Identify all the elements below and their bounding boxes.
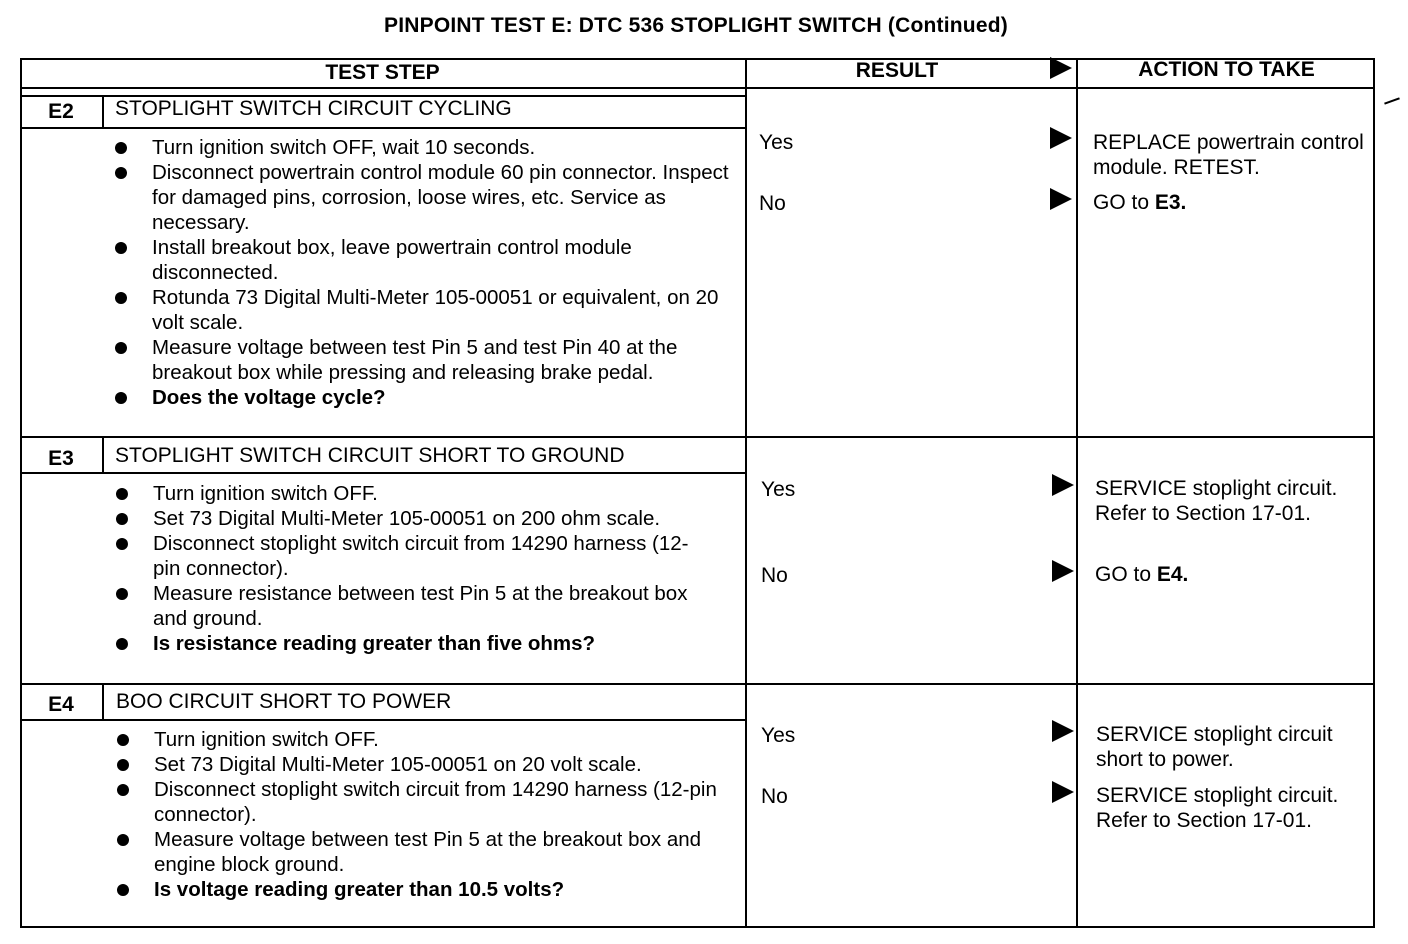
arrow-icon xyxy=(1050,127,1072,149)
result-yes: Yes xyxy=(761,478,796,501)
action-text: SERVICE stoplight circuit. Refer to Section 17-01. xyxy=(1096,784,1339,832)
title-divider xyxy=(20,127,747,129)
step-instructions xyxy=(152,135,732,410)
instruction: Disconnect powertrain control module 60 pin connector. Inspect for damaged pins, corrosion, loose wires, etc. Service as necessary. xyxy=(152,160,732,235)
column-divider xyxy=(745,58,747,928)
step-title: STOPLIGHT SWITCH CIRCUIT SHORT TO GROUND xyxy=(115,444,625,467)
row-divider xyxy=(20,436,1375,438)
instruction: Measure voltage between test Pin 5 and test Pin 40 at the breakout box while pressing and releasing brake pedal. xyxy=(152,335,732,385)
header-divider xyxy=(20,87,1375,89)
instruction: Disconnect stoplight switch circuit from 14290 harness (12-pin connector). xyxy=(154,777,724,827)
header-test-step: TEST STEP xyxy=(325,61,440,84)
margin-mark xyxy=(1384,97,1400,104)
header-arrow-icon xyxy=(1050,57,1072,79)
row-divider xyxy=(20,683,1375,685)
header-result: RESULT xyxy=(855,59,939,82)
arrow-icon xyxy=(1052,720,1074,742)
step-instructions xyxy=(153,481,713,656)
instruction: Rotunda 73 Digital Multi-Meter 105-00051 or equivalent, on 20 volt scale. xyxy=(152,285,732,335)
instruction-question: Is resistance reading greater than five ohms? xyxy=(153,631,713,656)
code-divider xyxy=(102,436,104,474)
step-title: BOO CIRCUIT SHORT TO POWER xyxy=(116,690,452,713)
title-divider xyxy=(20,472,747,474)
result-no: No xyxy=(761,785,788,808)
instruction-question: Is voltage reading greater than 10.5 volts? xyxy=(154,877,724,902)
code-divider xyxy=(102,683,104,721)
action-text: SERVICE stoplight circuit short to power. xyxy=(1096,723,1333,771)
arrow-icon xyxy=(1052,560,1074,582)
step-instructions xyxy=(154,727,724,902)
instruction: Turn ignition switch OFF, wait 10 seconds. xyxy=(152,135,732,160)
action-text: GO to E4. xyxy=(1095,563,1189,586)
code-divider xyxy=(102,95,104,129)
instruction: Measure voltage between test Pin 5 at the breakout box and engine block ground. xyxy=(154,827,724,877)
result-no: No xyxy=(759,192,786,215)
action-text: SERVICE stoplight circuit. Refer to Section 17-01. xyxy=(1095,477,1338,525)
instruction: Disconnect stoplight switch circuit from 14290 harness (12-pin connector). xyxy=(153,531,713,581)
instruction: Set 73 Digital Multi-Meter 105-00051 on 200 ohm scale. xyxy=(153,506,713,531)
action-text: GO to E3. xyxy=(1093,191,1187,214)
step-title: STOPLIGHT SWITCH CIRCUIT CYCLING xyxy=(115,97,512,120)
instruction: Install breakout box, leave powertrain control module disconnected. xyxy=(152,235,732,285)
step-code: E2 xyxy=(48,100,74,123)
result-no: No xyxy=(761,564,788,587)
column-divider xyxy=(1076,58,1078,928)
arrow-icon xyxy=(1052,474,1074,496)
step-code: E4 xyxy=(48,693,74,716)
arrow-icon xyxy=(1050,188,1072,210)
instruction: Set 73 Digital Multi-Meter 105-00051 on 20 volt scale. xyxy=(154,752,724,777)
step-code: E3 xyxy=(48,447,74,470)
title-divider xyxy=(20,719,747,721)
instruction: Turn ignition switch OFF. xyxy=(153,481,713,506)
arrow-icon xyxy=(1052,781,1074,803)
page-title: PINPOINT TEST E: DTC 536 STOPLIGHT SWITCH (Continued) xyxy=(384,14,1008,37)
instruction: Measure resistance between test Pin 5 at the breakout box and ground. xyxy=(153,581,713,631)
result-yes: Yes xyxy=(759,131,794,154)
result-yes: Yes xyxy=(761,724,796,747)
action-text: REPLACE powertrain control module. RETEST. xyxy=(1093,131,1364,179)
instruction: Turn ignition switch OFF. xyxy=(154,727,724,752)
header-action: ACTION TO TAKE xyxy=(1138,58,1315,81)
instruction-question: Does the voltage cycle? xyxy=(152,385,732,410)
